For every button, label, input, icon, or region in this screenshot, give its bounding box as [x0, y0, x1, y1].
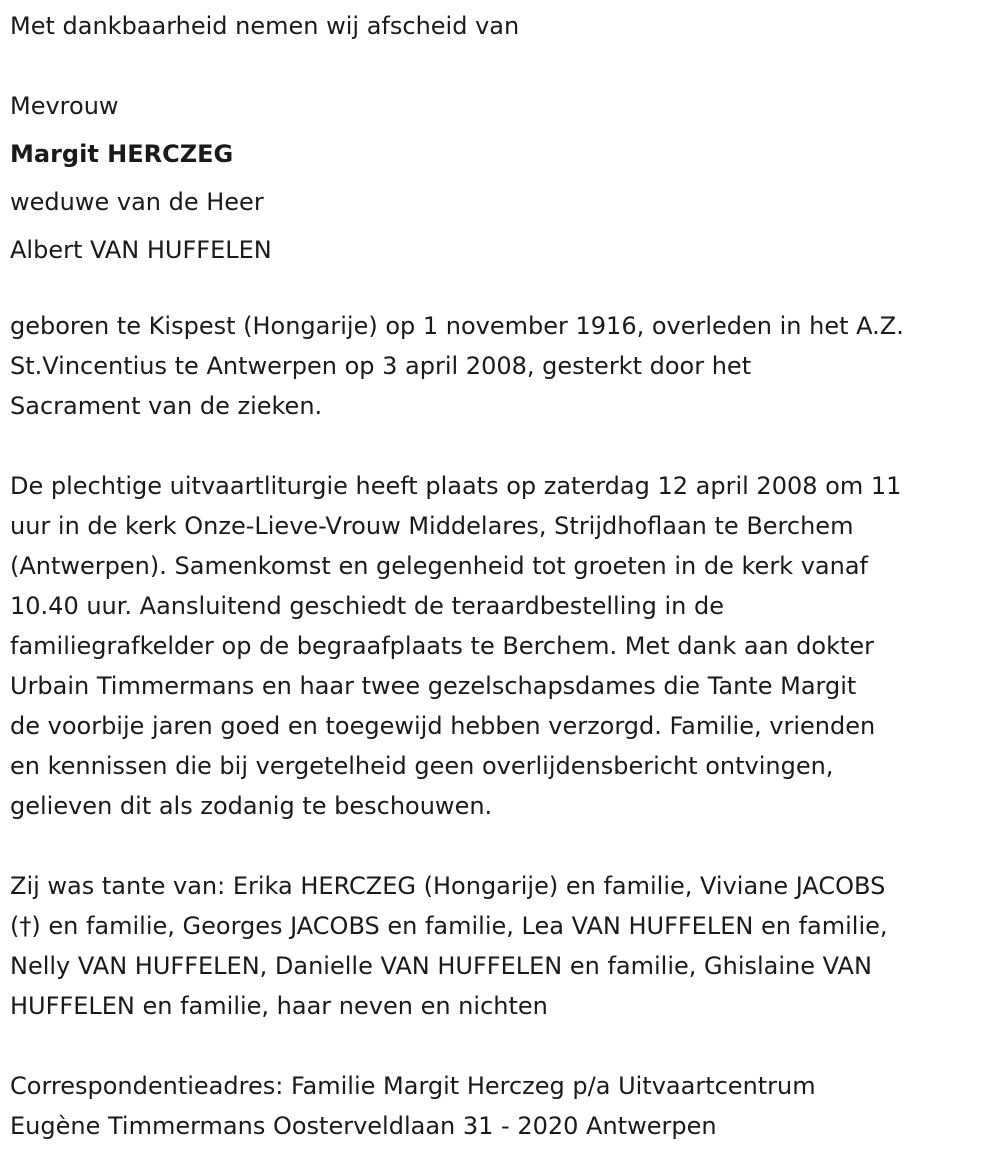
paragraph-line: geboren te Kispest (Hongarije) op 1 november 1916, overleden in het A.Z. [10, 312, 904, 340]
spacer [10, 50, 995, 82]
husband-name: Albert VAN HUFFELEN [10, 236, 272, 264]
spacer [10, 1026, 995, 1066]
paragraph-line: (†) en familie, Georges JACOBS en familie, Lea VAN HUFFELEN en familie, [10, 912, 888, 940]
paragraph-line: De plechtige uitvaartliturgie heeft plaats op zaterdag 12 april 2008 om 11 [10, 472, 902, 500]
intro-text: Met dankbaarheid nemen wij afscheid van [10, 12, 520, 40]
paragraph-line: en kennissen die bij vergetelheid geen overlijdensbericht ontvingen, [10, 752, 834, 780]
paragraph-line: 10.40 uur. Aansluitend geschiedt de teraardbestelling in de [10, 592, 724, 620]
paragraph-line: Correspondentieadres: Familie Margit Herczeg p/a Uitvaartcentrum [10, 1072, 816, 1100]
widow-of-text: weduwe van de Heer [10, 188, 264, 216]
spacer [10, 426, 995, 466]
deceased-name: Margit HERCZEG [10, 140, 234, 168]
paragraph-line: Nelly VAN HUFFELEN, Danielle VAN HUFFELEN en familie, Ghislaine VAN [10, 952, 872, 980]
paragraph-line: (Antwerpen). Samenkomst en gelegenheid tot groeten in de kerk vanaf [10, 552, 868, 580]
title-text: Mevrouw [10, 92, 119, 120]
paragraph-line: Sacrament van de zieken. [10, 392, 323, 420]
spacer [10, 274, 995, 306]
paragraph-line: St.Vincentius te Antwerpen op 3 april 2008, gesterkt door het [10, 352, 752, 380]
birth-death-paragraph [10, 306, 995, 426]
spacer [10, 826, 995, 866]
paragraph-line: de voorbije jaren goed en toegewijd hebben verzorgd. Familie, vrienden [10, 712, 876, 740]
paragraph-line: Zij was tante van: Erika HERCZEG (Hongarije) en familie, Viviane JACOBS [10, 872, 886, 900]
paragraph-line: uur in de kerk Onze-Lieve-Vrouw Middelares, Strijdhoflaan te Berchem [10, 512, 854, 540]
paragraph-line: HUFFELEN en familie, haar neven en nichten [10, 992, 548, 1020]
funeral-paragraph [10, 466, 995, 826]
obituary-document [10, 0, 995, 1146]
paragraph-line: Eugène Timmermans Oosterveldlaan 31 - 2020 Antwerpen [10, 1112, 717, 1140]
paragraph-line: gelieven dit als zodanig te beschouwen. [10, 792, 493, 820]
family-paragraph [10, 866, 995, 1026]
correspondence-paragraph [10, 1066, 995, 1146]
paragraph-line: Urbain Timmermans en haar twee gezelschapsdames die Tante Margit [10, 672, 857, 700]
paragraph-line: familiegrafkelder op de begraafplaats te Berchem. Met dank aan dokter [10, 632, 875, 660]
